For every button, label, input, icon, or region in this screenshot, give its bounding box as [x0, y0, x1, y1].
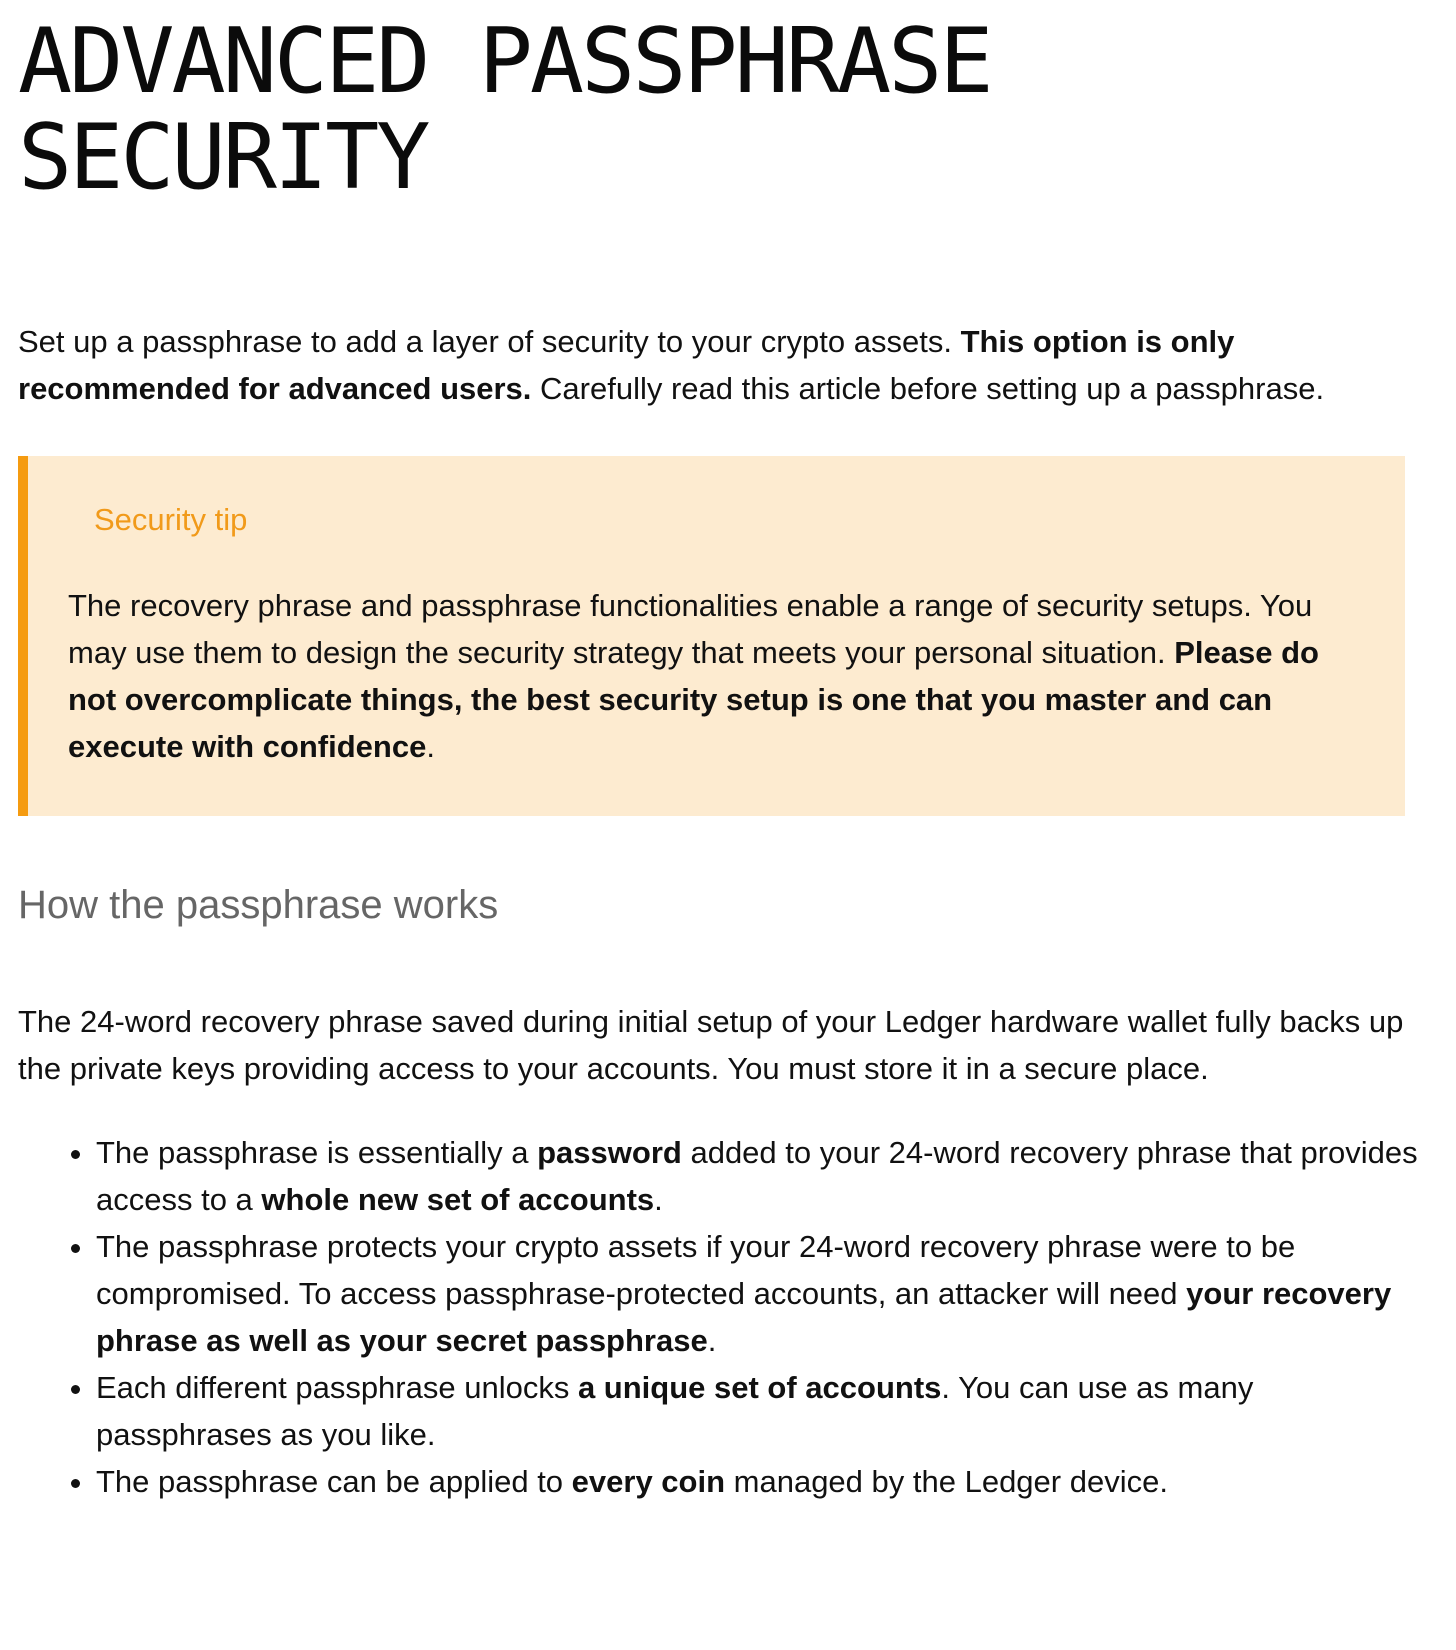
list-item-text: .	[707, 1323, 717, 1358]
list-item	[96, 1223, 1426, 1364]
list-item-text: The passphrase is essentially a	[96, 1135, 538, 1170]
list-item-emphasis: whole new set of accounts	[261, 1182, 655, 1217]
article	[18, 0, 1423, 1505]
list-item-text: added to your 24-word recovery phrase that provides access to a	[96, 1135, 1418, 1217]
list-item-text: .	[654, 1182, 663, 1217]
security-tip-heading: Security tip	[94, 502, 248, 537]
list-item	[96, 1364, 1426, 1458]
security-tip-callout	[18, 456, 1405, 816]
intro-emphasis: This option is only recommended for advanced users.	[18, 324, 1235, 406]
section-heading: How the passphrase works	[18, 883, 499, 927]
list-item	[96, 1458, 1426, 1505]
list-item-emphasis: your recovery phrase as well as your secret passphrase	[96, 1276, 1392, 1358]
passphrase-bullet-list	[18, 1129, 1426, 1505]
intro-text: Set up a passphrase to add a layer of security to your crypto assets.	[18, 324, 961, 359]
tip-text: The recovery phrase and passphrase functionalities enable a range of security setups. You may use them to design the security strategy that meets your personal situation.	[68, 588, 1313, 670]
list-item-text: managed by the Ledger device.	[725, 1464, 1168, 1499]
section-paragraph: The 24-word recovery phrase saved during initial setup of your Ledger hardware wallet fully backs up the private keys providing access to your accounts. You must store it in a secure place.	[18, 1004, 1404, 1086]
list-item-emphasis: password	[537, 1135, 682, 1170]
intro-text-end: Carefully read this article before setting up a passphrase.	[531, 371, 1325, 406]
page-title: ADVANCED PASSPHRASE SECURITY	[18, 9, 991, 210]
list-item	[96, 1129, 1426, 1223]
list-item-text: The passphrase can be applied to	[96, 1464, 572, 1499]
security-tip-body	[68, 582, 1365, 770]
tip-emphasis: Please do not overcomplicate things, the best security setup is one that you master and can execute with confidence	[68, 635, 1319, 764]
list-item-emphasis: every coin	[571, 1464, 726, 1499]
tip-text-end: .	[426, 729, 435, 764]
list-item-text: Each different passphrase unlocks	[96, 1370, 578, 1405]
list-item-text: The passphrase protects your crypto assets if your 24-word recovery phrase were to be compromised. To access passphrase-protected accounts, an attacker will need	[96, 1229, 1296, 1311]
list-item-emphasis: a unique set of accounts	[577, 1370, 942, 1405]
list-item-text: . You can use as many passphrases as you like.	[96, 1370, 1254, 1452]
intro-paragraph	[18, 318, 1348, 412]
